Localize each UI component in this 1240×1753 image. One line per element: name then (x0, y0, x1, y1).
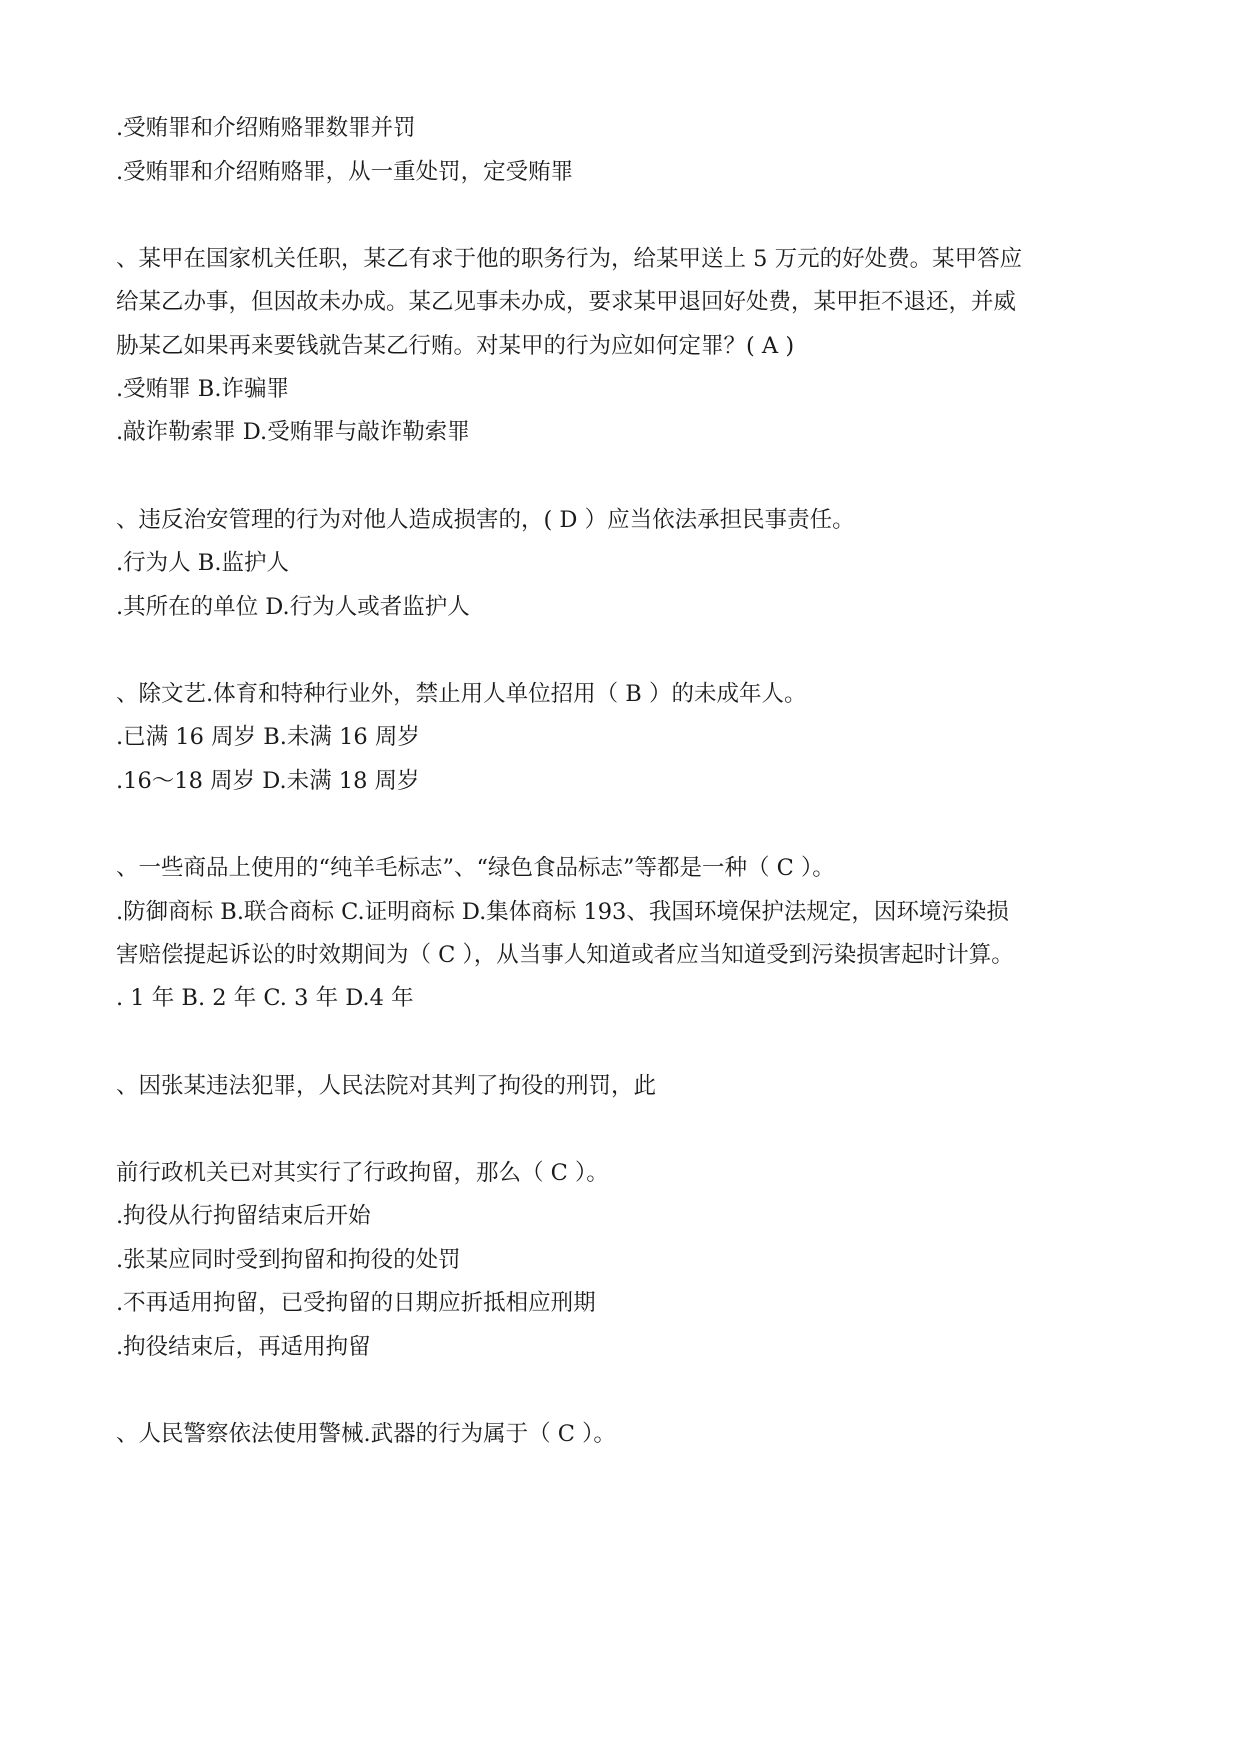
option-line: .其所在的单位 D.行为人或者监护人 (116, 594, 470, 620)
question-line: 、人民警察依法使用警械.武器的行为属于（ C ）。 (116, 1421, 616, 1447)
question-line: 害赔偿提起诉讼的时效期间为（ C ），从当事人知道或者应当知道受到污染损害起时计算。 (116, 942, 1014, 968)
question-line: 、某甲在国家机关任职，某乙有求于他的职务行为，给某甲送上 5 万元的好处费。某甲答应 (116, 246, 1023, 272)
option-line: .不再适用拘留，已受拘留的日期应折抵相应刑期 (116, 1290, 596, 1316)
option-line: .行为人 B.监护人 (116, 550, 289, 576)
option-line: .防御商标 B.联合商标 C.证明商标 D.集体商标 193、我国环境保护法规定，因环境污染损 (116, 899, 1009, 925)
option-line: .受贿罪 B.诈骗罪 (116, 376, 289, 402)
option-line: .已满 16 周岁 B.未满 16 周岁 (116, 724, 420, 750)
question-line: 、一些商品上使用的“纯羊毛标志”、“绿色食品标志”等都是一种（ C ）。 (116, 855, 835, 881)
option-line: .16～18 周岁 D.未满 18 周岁 (116, 768, 420, 794)
option-line: .受贿罪和介绍贿赂罪数罪并罚 (116, 115, 416, 141)
question-line: 、违反治安管理的行为对他人造成损害的，( D ）应当依法承担民事责任。 (116, 507, 855, 533)
question-line: 给某乙办事，但因故未办成。某乙见事未办成，要求某甲退回好处费，某甲拒不退还，并威 (116, 289, 1017, 315)
question-line: 、因张某违法犯罪，人民法院对其判了拘役的刑罚，此 (116, 1073, 657, 1099)
option-line: .敲诈勒索罪 D.受贿罪与敲诈勒索罪 (116, 419, 470, 445)
option-line: .拘役结束后，再适用拘留 (116, 1334, 371, 1360)
option-line: .张某应同时受到拘留和拘役的处罚 (116, 1247, 461, 1273)
option-line: .拘役从行拘留结束后开始 (116, 1203, 371, 1229)
question-line: 前行政机关已对其实行了行政拘留，那么（ C ）。 (116, 1160, 609, 1186)
question-line: 胁某乙如果再来要钱就告某乙行贿。对某甲的行为应如何定罪？( A ) (116, 333, 795, 359)
question-line: 、除文艺.体育和特种行业外，禁止用人单位招用（ B ）的未成年人。 (116, 681, 807, 707)
option-line: .受贿罪和介绍贿赂罪，从一重处罚，定受贿罪 (116, 159, 574, 185)
option-line: . 1 年 B. 2 年 C. 3 年 D.4 年 (116, 985, 414, 1011)
